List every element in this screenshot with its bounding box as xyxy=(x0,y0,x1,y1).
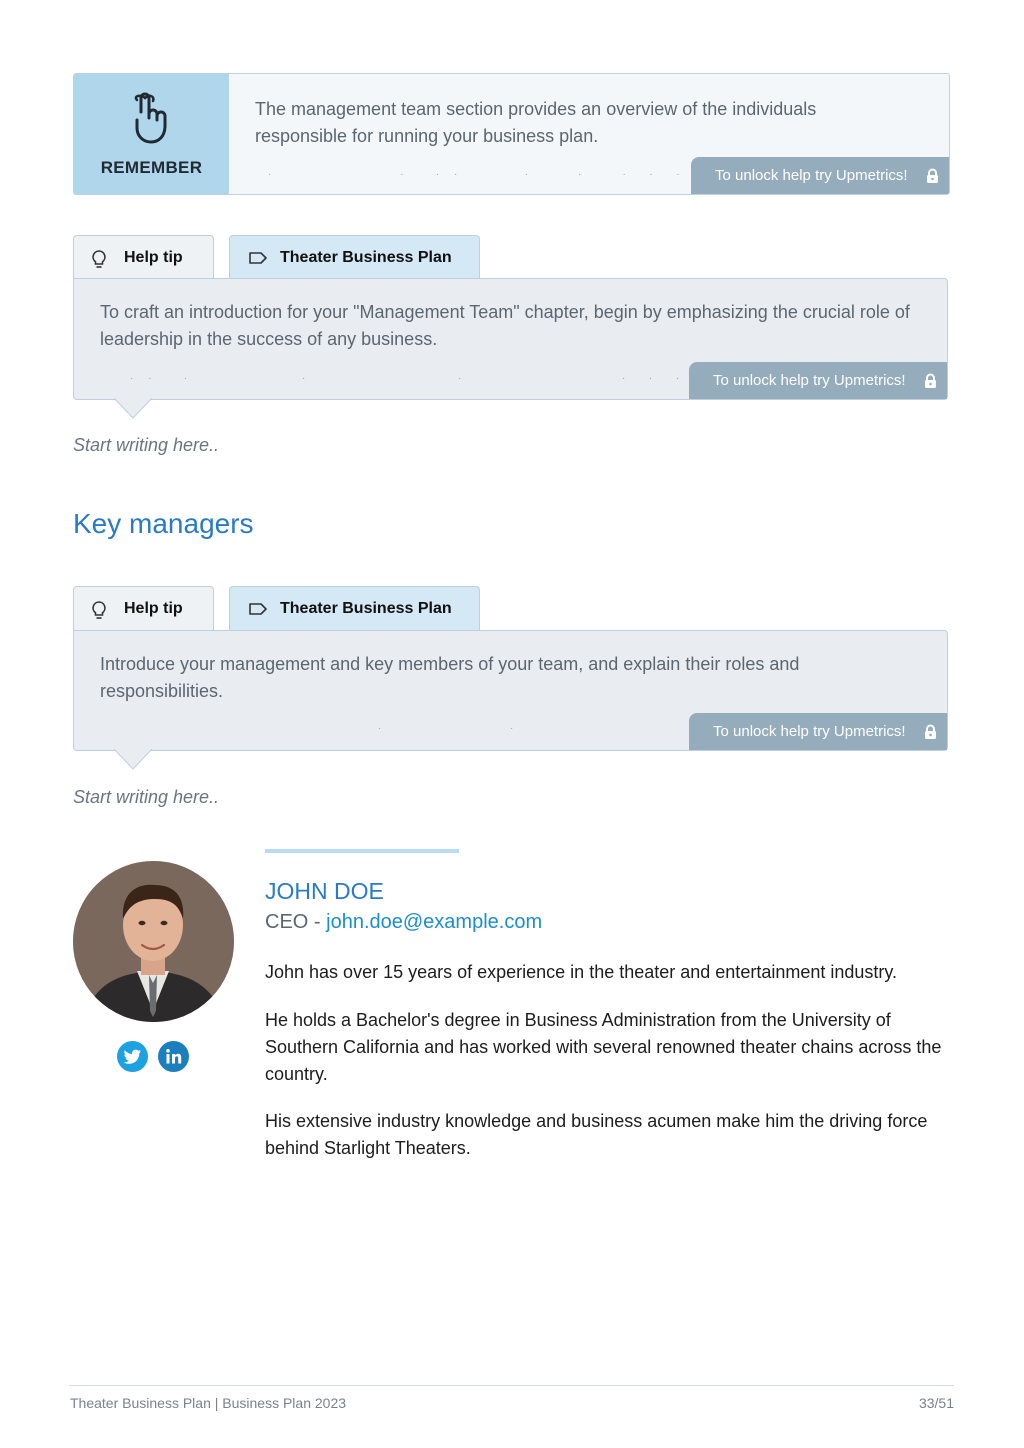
lock-icon xyxy=(924,724,937,740)
person-name: JOHN DOE xyxy=(265,878,384,904)
bio-paragraph: John has over 15 years of experience in the theater and entertainment industry. xyxy=(265,962,898,982)
finger-reminder-icon xyxy=(127,92,175,146)
person-email-link[interactable]: john.doe@example.com xyxy=(326,911,543,933)
unlock-label: To unlock help try Upmetrics! xyxy=(715,167,908,184)
faded-dots: · · · xyxy=(622,373,686,384)
person-role-line xyxy=(265,911,542,934)
tip-pointer xyxy=(114,398,152,420)
faded-dots: · xyxy=(302,373,312,384)
faded-dots: · xyxy=(510,723,520,734)
tab-help-tip[interactable] xyxy=(73,235,214,279)
lock-icon xyxy=(926,168,939,184)
accent-line xyxy=(265,849,459,853)
twitter-icon[interactable] xyxy=(117,1041,148,1072)
tab-help-label: Help tip xyxy=(124,600,183,617)
remember-label: REMEMBER xyxy=(100,158,203,177)
page-number: 33/51 xyxy=(918,1395,954,1411)
help-tip-text: To craft an introduction for your "Management Team" chapter, begin by emphasizing the crucial role of leadership in the success of any business. xyxy=(100,302,910,349)
tip-pointer xyxy=(114,749,152,771)
unlock-upmetrics-button[interactable] xyxy=(689,713,947,750)
faded-dots: · · · · · · · · · xyxy=(268,169,686,180)
remember-text: The management team section provides an overview of the individuals responsible for running your business plan. xyxy=(255,99,817,146)
footer-divider xyxy=(69,1385,954,1386)
faded-dots: · xyxy=(378,723,388,734)
person-role: CEO xyxy=(265,911,309,933)
lock-icon xyxy=(924,373,937,389)
remember-box xyxy=(73,73,950,195)
help-tip-box xyxy=(73,278,948,400)
lightbulb-icon xyxy=(92,250,106,270)
linkedin-icon[interactable] xyxy=(158,1041,189,1072)
tag-icon xyxy=(248,601,268,617)
tab-business-plan[interactable] xyxy=(229,235,480,279)
tab-business-plan[interactable] xyxy=(229,586,480,630)
footer-title: Theater Business Plan | Business Plan 2023 xyxy=(70,1395,347,1411)
faded-dots: · · · xyxy=(130,373,194,384)
tab-plan-label: Theater Business Plan xyxy=(280,600,452,617)
unlock-upmetrics-button[interactable] xyxy=(691,157,949,194)
tab-help-label: Help tip xyxy=(124,249,183,266)
unlock-label: To unlock help try Upmetrics! xyxy=(713,372,906,389)
tag-icon xyxy=(248,250,268,266)
role-separator: - xyxy=(308,911,327,933)
tab-help-tip[interactable] xyxy=(73,586,214,630)
lightbulb-icon xyxy=(92,601,106,621)
unlock-label: To unlock help try Upmetrics! xyxy=(713,723,906,740)
help-tip-box xyxy=(73,630,948,751)
start-writing-placeholder[interactable]: Start writing here.. xyxy=(73,435,220,455)
tab-plan-label: Theater Business Plan xyxy=(280,249,452,266)
unlock-upmetrics-button[interactable] xyxy=(689,362,947,399)
remember-side xyxy=(74,74,229,194)
avatar xyxy=(73,861,234,1022)
help-tip-text: Introduce your management and key members of your team, and explain their roles and responsibilities. xyxy=(100,654,800,701)
start-writing-placeholder[interactable]: Start writing here.. xyxy=(73,787,220,807)
bio-paragraph: He holds a Bachelor's degree in Business Administration from the University of Southern California and has worked with several renowned theater chains across the country. xyxy=(265,1010,942,1084)
bio-paragraph: His extensive industry knowledge and business acumen make him the driving force behind Starlight Theaters. xyxy=(265,1111,928,1158)
faded-dots: · xyxy=(458,373,468,384)
section-title: Key managers xyxy=(73,508,254,539)
